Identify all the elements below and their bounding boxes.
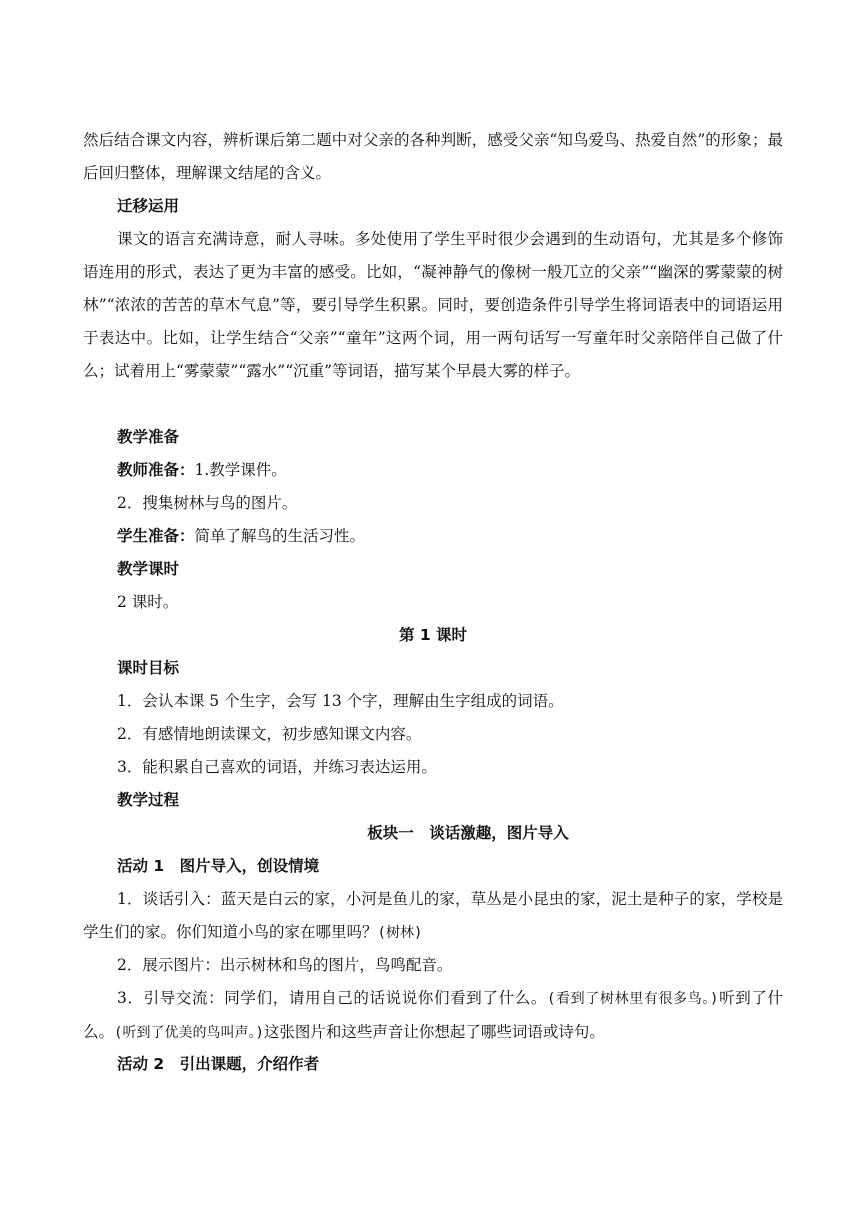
block-1-title: 板块一 谈话激趣，图片导入 bbox=[367, 824, 569, 842]
activity-1-item-3-note-1: (看到了树林里有很多鸟。) bbox=[546, 991, 719, 1007]
activity-1-item-1-note: (树林) bbox=[377, 925, 423, 941]
teacher-prep-item-2: 2．搜集树林与鸟的图片。 bbox=[117, 494, 298, 512]
goal-item-2: 2．有感情地朗读课文，初步感知课文内容。 bbox=[117, 725, 422, 743]
heading-preparation: 教学准备 bbox=[117, 428, 180, 446]
activity-1-item-3-text-a: 3．引导交流：同学们，请用自己的话说说你们看到了什么。 bbox=[117, 989, 547, 1007]
goal-item-3: 3．能积累自己喜欢的词语，并练习表达运用。 bbox=[117, 758, 437, 776]
activity-1-item-1-text: 1．谈话引入：蓝天是白云的家，小河是鱼儿的家，草丛是小昆虫的家，泥土是种子的家，学校是学生们的家。你们知道小鸟的家在哪里吗？ bbox=[83, 890, 783, 941]
heading-hours: 教学课时 bbox=[117, 560, 180, 578]
teacher-prep-line bbox=[117, 454, 817, 487]
hours-text: 2 课时。 bbox=[117, 593, 179, 611]
activity-1-item-3-note-2: (听到了优美的鸟叫声。) bbox=[114, 1025, 264, 1041]
student-prep-label: 学生准备： bbox=[117, 527, 195, 545]
heading-goals: 课时目标 bbox=[117, 659, 180, 677]
heading-process: 教学过程 bbox=[117, 791, 180, 809]
student-prep-text: 简单了解鸟的生活习性。 bbox=[194, 527, 366, 545]
activity-1-item-3-text-c: 这张图片和这些声音让你想起了哪些词语或诗句。 bbox=[263, 1023, 605, 1041]
student-prep-line bbox=[117, 520, 817, 553]
teacher-prep-label: 教师准备： bbox=[117, 461, 195, 479]
activity-1-item-3 bbox=[83, 982, 783, 1050]
activity-1-item-3-text-b: 听到了什么。 bbox=[83, 989, 783, 1041]
activity-1-item-2: 2．展示图片：出示树林和鸟的图片，鸟鸣配音。 bbox=[117, 956, 453, 974]
activity-1-item-1 bbox=[83, 883, 783, 950]
teacher-prep-item-1: 1.教学课件。 bbox=[194, 461, 287, 479]
lesson-title: 第 1 课时 bbox=[398, 626, 468, 644]
activity-1-title: 活动 1 图片导入，创设情境 bbox=[117, 857, 320, 875]
heading-transfer: 迁移运用 bbox=[117, 197, 180, 215]
goal-item-1: 1．会认本课 5 个生字，会写 13 个字，理解由生字组成的词语。 bbox=[117, 692, 564, 710]
paragraph-intro: 然后结合课文内容，辨析课后第二题中对父亲的各种判断，感受父亲“知鸟爱鸟、热爱自然”的形象；最后回归整体，理解课文结尾的含义。 bbox=[83, 131, 783, 182]
paragraph-transfer: 课文的语言充满诗意，耐人寻味。多处使用了学生平时很少会遇到的生动语句，尤其是多个修饰语连用的形式，表达了更为丰富的感受。比如，“凝神静气的像树一般兀立的父亲”“幽深的雾蒙蒙的树林”“浓浓的苦苦的草木气息”等，要引导学生积累。同时，要创造条件引导学生将词语表中的词语运用于表达中。比如，让学生结合“父亲”“童年”这两个词，用一两句话写一写童年时父亲陪伴自己做了什么；试着用上“雾蒙蒙”“露水”“沉重”等词语，描写某个早晨大雾的样子。 bbox=[83, 230, 783, 380]
activity-2-title: 活动 2 引出课题，介绍作者 bbox=[117, 1055, 320, 1073]
